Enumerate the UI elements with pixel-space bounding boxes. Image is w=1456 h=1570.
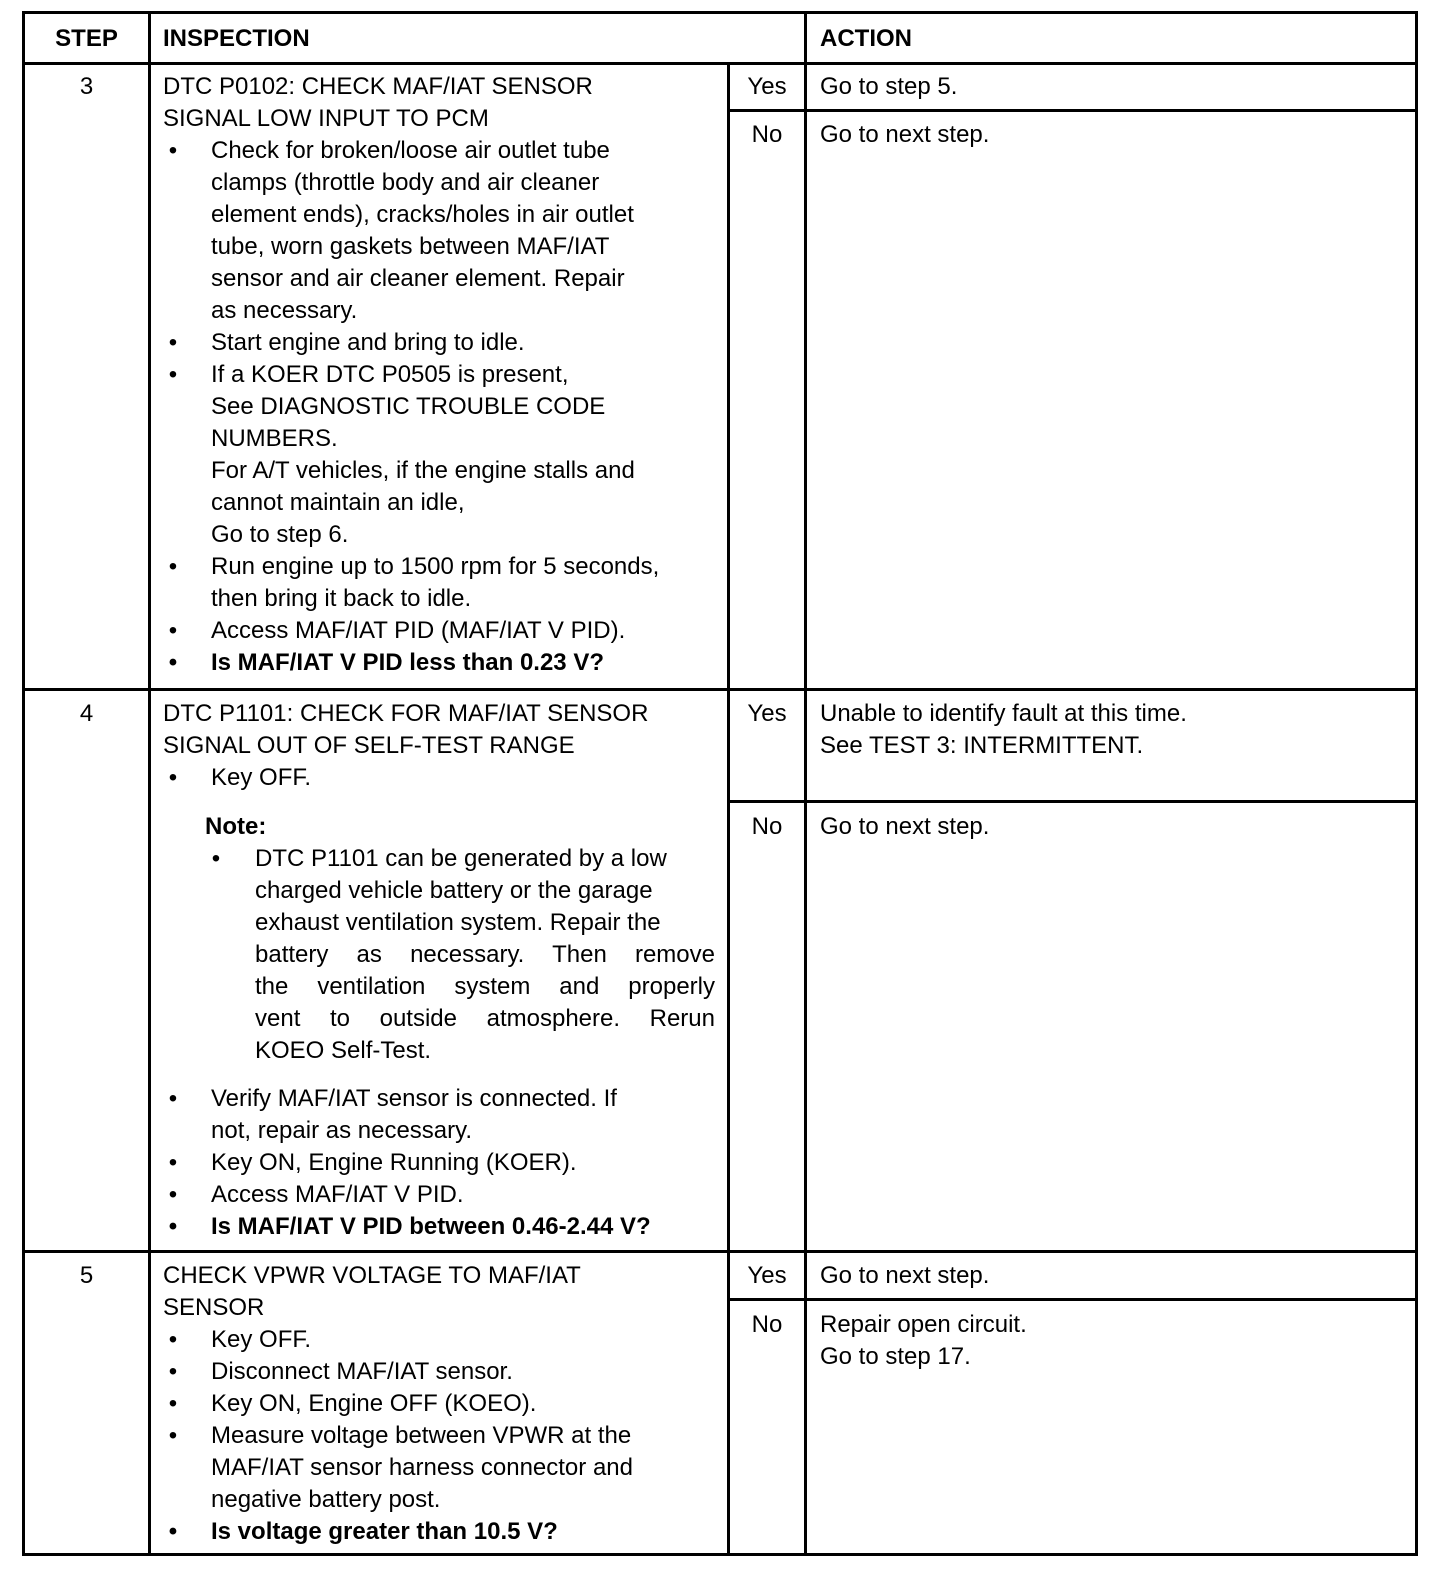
bullet-item: • Check for broken/loose air outlet tube clamps (throttle body and air cleaner element ends), cracks/holes in air outlet tube, worn gaskets between MAF/IAT sensor and air cleaner element. Repair as necessary. bbox=[163, 135, 723, 327]
bullet-text: See DIAGNOSTIC TROUBLE CODE bbox=[211, 393, 606, 420]
yes-label: Yes bbox=[747, 1262, 787, 1289]
col-divider-action bbox=[804, 14, 807, 1553]
bullet-text: Measure voltage between VPWR at the bbox=[211, 1422, 632, 1449]
no-action bbox=[820, 1309, 1410, 1373]
bullet-question: • Is voltage greater than 10.5 V? bbox=[163, 1516, 723, 1548]
yes-label: Yes bbox=[747, 73, 787, 100]
bullet-text: Access MAF/IAT V PID. bbox=[211, 1181, 464, 1208]
no-action: Go to next step. bbox=[820, 121, 990, 148]
bullet-text: Key ON, Engine OFF (KOEO). bbox=[211, 1390, 537, 1417]
bullet-text: MAF/IAT sensor harness connector and bbox=[211, 1454, 633, 1481]
step-title: DTC P1101: CHECK FOR MAF/IAT SENSOR bbox=[163, 700, 649, 727]
bullet-text: Key OFF. bbox=[211, 1326, 312, 1353]
bullet-text: cannot maintain an idle, bbox=[211, 489, 465, 516]
bullet-text: tube, worn gaskets between MAF/IAT bbox=[211, 233, 610, 260]
bullet-item: • Run engine up to 1500 rpm for 5 seconds, then bring it back to idle. bbox=[163, 551, 723, 615]
bullet-text: not, repair as necessary. bbox=[211, 1117, 473, 1144]
bullet-text: Start engine and bring to idle. bbox=[211, 329, 525, 356]
no-label: No bbox=[751, 121, 783, 148]
yes-no-divider-step3 bbox=[727, 109, 1415, 112]
header-step: STEP bbox=[55, 25, 118, 52]
note-title: Note: bbox=[205, 813, 267, 840]
step-title: CHECK VPWR VOLTAGE TO MAF/IAT bbox=[163, 1262, 581, 1289]
yes-action: Go to step 5. bbox=[820, 73, 958, 100]
action-text: Repair open circuit. bbox=[820, 1311, 1027, 1338]
bullet-item: • Access MAF/IAT V PID. bbox=[163, 1179, 723, 1211]
bullet-question: • Is MAF/IAT V PID less than 0.23 V? bbox=[163, 647, 723, 679]
no-action: Go to next step. bbox=[820, 813, 990, 840]
yes-label: Yes bbox=[747, 700, 787, 727]
bullet-text: If a KOER DTC P0505 is present, bbox=[211, 361, 569, 388]
bullet-item: • Disconnect MAF/IAT sensor. bbox=[163, 1356, 723, 1388]
bullet-item: • Key OFF. bbox=[163, 1324, 723, 1356]
bullet-text: For A/T vehicles, if the engine stalls and bbox=[211, 457, 635, 484]
bullet-question: • Is MAF/IAT V PID between 0.46-2.44 V? bbox=[163, 1211, 723, 1243]
bullet-text: negative battery post. bbox=[211, 1486, 441, 1513]
note-text: the ventilation system and properly bbox=[255, 973, 715, 1000]
yes-no-divider-step5 bbox=[727, 1298, 1415, 1301]
bullet-text: then bring it back to idle. bbox=[211, 585, 472, 612]
bullet-text: Access MAF/IAT PID (MAF/IAT V PID). bbox=[211, 617, 626, 644]
bullet-item: • Key ON, Engine Running (KOER). bbox=[163, 1147, 723, 1179]
yes-action bbox=[820, 698, 1410, 762]
note-bullet: • DTC P1101 can be generated by a low charged vehicle battery or the garage exhaust ventilation system. Repair the battery as necessary. Then remove the ventilation system and properly vent to outside atmosphere. Rerun KOEO Self-Test. bbox=[163, 843, 723, 1067]
step-title: SENSOR bbox=[163, 1294, 265, 1321]
bullet-text: Go to step 6. bbox=[211, 521, 349, 548]
step-number: 3 bbox=[79, 73, 94, 100]
row-divider-3-4 bbox=[25, 688, 1415, 691]
bullet-text: Run engine up to 1500 rpm for 5 seconds, bbox=[211, 553, 660, 580]
header-action: ACTION bbox=[820, 25, 912, 52]
step-number: 4 bbox=[79, 700, 94, 727]
note-text: exhaust ventilation system. Repair the bbox=[255, 909, 661, 936]
action-text: See TEST 3: INTERMITTENT. bbox=[820, 732, 1144, 759]
bullet-text: Key OFF. bbox=[211, 764, 312, 791]
action-text: Go to step 17. bbox=[820, 1343, 971, 1370]
bullet-text: Key ON, Engine Running (KOER). bbox=[211, 1149, 577, 1176]
bullet-item: • Start engine and bring to idle. bbox=[163, 327, 723, 359]
header-inspection: INSPECTION bbox=[163, 25, 310, 52]
diagnostic-table bbox=[22, 11, 1418, 1556]
bullet-text: sensor and air cleaner element. Repair bbox=[211, 265, 625, 292]
bullet-text: Check for broken/loose air outlet tube bbox=[211, 137, 610, 164]
bullet-item: • Verify MAF/IAT sensor is connected. If not, repair as necessary. bbox=[163, 1083, 723, 1147]
step-number: 5 bbox=[79, 1262, 94, 1289]
inspection-step-4 bbox=[163, 698, 723, 1243]
bullet-text: element ends), cracks/holes in air outlet bbox=[211, 201, 634, 228]
inspection-step-3 bbox=[163, 71, 723, 679]
question-text: Is MAF/IAT V PID between 0.46-2.44 V? bbox=[211, 1213, 651, 1240]
step-title: SIGNAL OUT OF SELF-TEST RANGE bbox=[163, 732, 575, 759]
bullet-text: NUMBERS. bbox=[211, 425, 338, 452]
row-divider-4-5 bbox=[25, 1250, 1415, 1253]
note-text: DTC P1101 can be generated by a low bbox=[255, 845, 667, 872]
step-title: DTC P0102: CHECK MAF/IAT SENSOR bbox=[163, 73, 593, 100]
note-text: charged vehicle battery or the garage bbox=[255, 877, 653, 904]
bullet-item: • Access MAF/IAT PID (MAF/IAT V PID). bbox=[163, 615, 723, 647]
inspection-step-5 bbox=[163, 1260, 723, 1548]
note-text: battery as necessary. Then remove bbox=[255, 941, 715, 968]
action-text: Unable to identify fault at this time. bbox=[820, 700, 1187, 727]
yes-action: Go to next step. bbox=[820, 1262, 990, 1289]
note-text: vent to outside atmosphere. Rerun bbox=[255, 1005, 715, 1032]
yes-no-divider-step4 bbox=[727, 800, 1415, 803]
bullet-item: • Key OFF. bbox=[163, 762, 723, 794]
bullet-text: as necessary. bbox=[211, 297, 358, 324]
question-text: Is voltage greater than 10.5 V? bbox=[211, 1518, 558, 1545]
question-text: Is MAF/IAT V PID less than 0.23 V? bbox=[211, 649, 604, 676]
no-label: No bbox=[751, 1311, 783, 1338]
col-divider-step bbox=[148, 14, 151, 1553]
bullet-item: • Measure voltage between VPWR at the MAF/IAT sensor harness connector and negative battery post. bbox=[163, 1420, 723, 1516]
note-text: KOEO Self-Test. bbox=[255, 1037, 432, 1064]
bullet-item: • If a KOER DTC P0505 is present, See DIAGNOSTIC TROUBLE CODE NUMBERS. For A/T vehicles, if the engine stalls and cannot maintain an idle, Go to step 6. bbox=[163, 359, 723, 551]
bullet-text: clamps (throttle body and air cleaner bbox=[211, 169, 600, 196]
bullet-text: Verify MAF/IAT sensor is connected. If bbox=[211, 1085, 617, 1112]
bullet-item: • Key ON, Engine OFF (KOEO). bbox=[163, 1388, 723, 1420]
no-label: No bbox=[751, 813, 783, 840]
bullet-text: Disconnect MAF/IAT sensor. bbox=[211, 1358, 513, 1385]
header-divider bbox=[25, 62, 1415, 65]
step-title: SIGNAL LOW INPUT TO PCM bbox=[163, 105, 489, 132]
